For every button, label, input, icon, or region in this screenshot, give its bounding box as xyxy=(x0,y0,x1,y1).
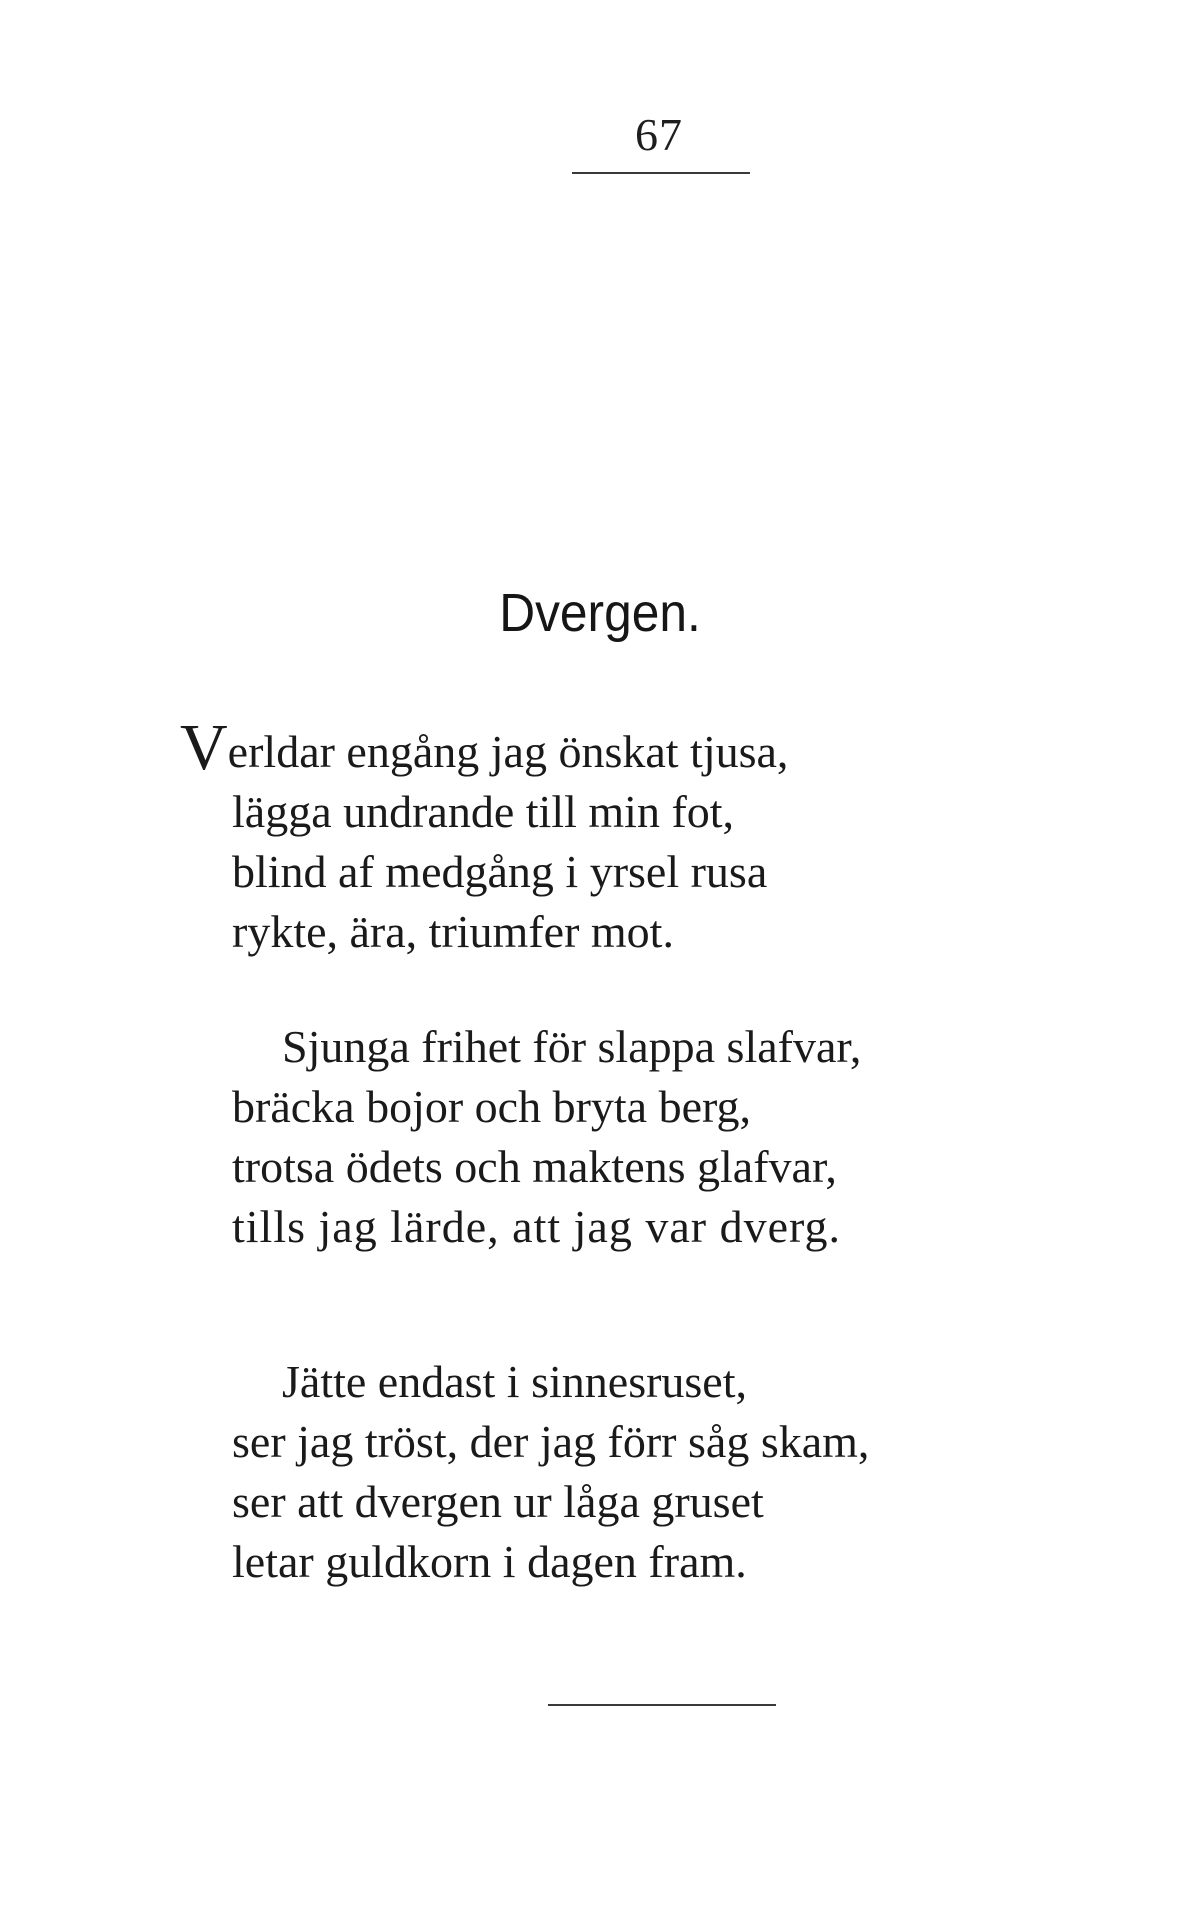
stanza-line: lägga undrande till min fot, xyxy=(232,786,735,837)
page-number-rule xyxy=(572,172,750,174)
stanza-line: Jätte endast i sinnesruset, xyxy=(282,1356,748,1407)
stanza-line: blind af medgång i yrsel rusa xyxy=(232,846,768,897)
stanza-line: ser att dvergen ur låga gruset xyxy=(232,1476,764,1527)
end-rule xyxy=(548,1704,776,1706)
drop-capital: V xyxy=(180,711,228,784)
stanza-line: Sjunga frihet för slappa slafvar, xyxy=(282,1021,862,1072)
poem-title: Dvergen. xyxy=(499,583,701,643)
stanza-line: rykte, ära, triumfer mot. xyxy=(232,906,674,957)
stanza-3 xyxy=(0,1352,869,1592)
page-number: 67 xyxy=(635,109,683,160)
stanza-line: letar guldkorn i dagen fram. xyxy=(232,1536,747,1587)
stanza-line: trotsa ödets och maktens glafvar, xyxy=(232,1141,837,1192)
stanza-2 xyxy=(0,1017,861,1257)
stanza-line: bräcka bojor och bryta berg, xyxy=(232,1081,752,1132)
stanza-line: ser jag tröst, der jag förr såg skam, xyxy=(232,1416,870,1467)
stanza-line-text: erldar engång jag önskat tjusa, xyxy=(227,726,789,777)
stanza-1 xyxy=(0,711,789,962)
stanza-line xyxy=(0,711,789,784)
stanza-line: tills jag lärde, att jag var dverg. xyxy=(232,1201,841,1252)
